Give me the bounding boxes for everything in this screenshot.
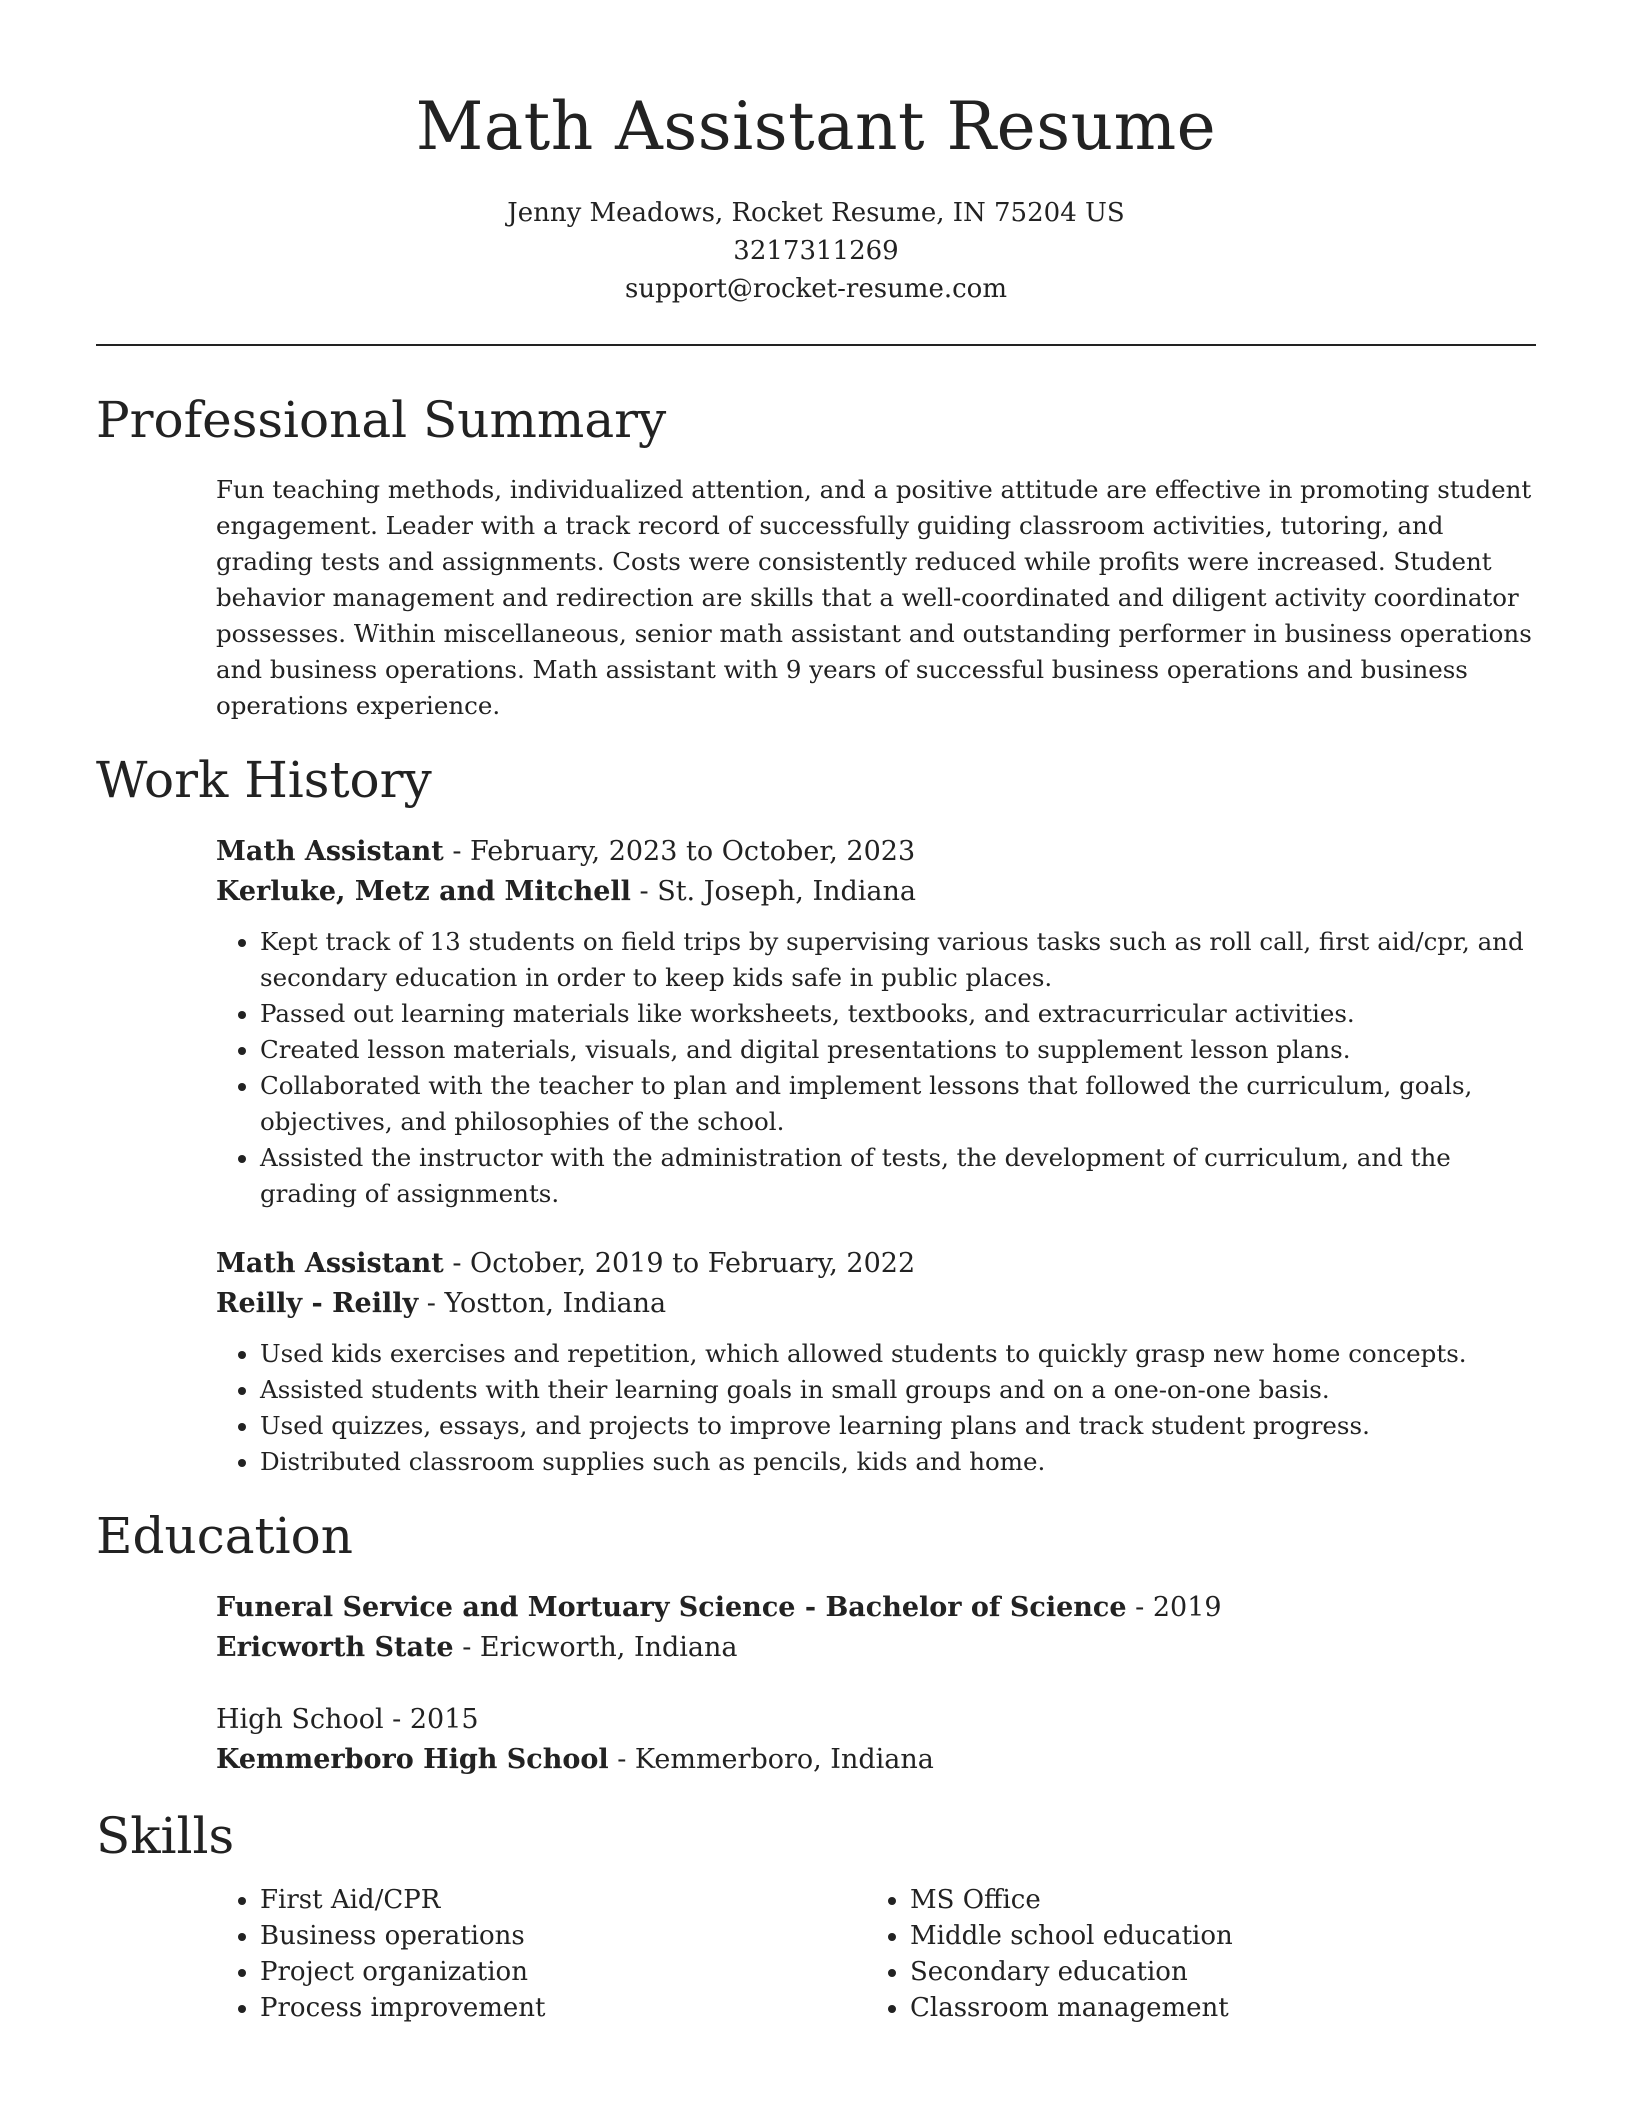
education-year: - 2019 <box>1126 1592 1222 1623</box>
job-bullet: • Created lesson materials, visuals, and digital presentations to supplement lesson plans. <box>260 1032 1536 1068</box>
skills-column-left <box>216 1882 866 2026</box>
education-section <box>96 1506 1536 1780</box>
education-school: Kemmerboro High School <box>216 1744 609 1775</box>
job-company-line <box>216 1284 1536 1324</box>
education-school-line <box>216 1740 1536 1780</box>
skills-grid <box>216 1882 1536 2026</box>
education-school-line <box>216 1628 1536 1668</box>
education-location: - Ericworth, Indiana <box>453 1632 738 1663</box>
section-heading: Professional Summary <box>96 391 667 449</box>
job-company-line <box>216 872 1536 912</box>
skill-item: • Process improvement <box>260 1990 866 2026</box>
skill-item: • Project organization <box>260 1954 866 1990</box>
header-divider <box>96 344 1536 346</box>
skill-item: • Secondary education <box>910 1954 1516 1990</box>
job-entry <box>216 832 1536 1212</box>
job-company: Reilly - Reilly <box>216 1288 419 1319</box>
job-title: Math Assistant <box>216 836 444 867</box>
job-bullet: • Passed out learning materials like worksheets, textbooks, and extracurricular activities. <box>260 996 1536 1032</box>
education-entry <box>216 1588 1536 1668</box>
contact-block <box>96 194 1536 308</box>
job-bullet: • Used kids exercises and repetition, which allowed students to quickly grasp new home concepts. <box>260 1336 1536 1372</box>
education-degree: High School <box>216 1704 384 1735</box>
education-entry <box>216 1700 1536 1780</box>
education-school: Ericworth State <box>216 1632 454 1663</box>
job-dates: - October, 2019 to February, 2022 <box>443 1248 916 1279</box>
education-year: - 2015 <box>383 1704 479 1735</box>
job-company: Kerluke, Metz and Mitchell <box>216 876 631 907</box>
section-heading: Work History <box>96 751 432 809</box>
work-history-section <box>96 750 1536 1480</box>
job-location: - St. Joseph, Indiana <box>630 876 917 907</box>
job-title-line <box>216 832 1536 872</box>
job-bullet: • Kept track of 13 students on field trips by supervising various tasks such as roll call, first aid/cpr, and secondary education in order to keep kids safe in public places. <box>260 924 1536 996</box>
job-bullet: • Assisted students with their learning goals in small groups and on a one-on-one basis. <box>260 1372 1536 1408</box>
job-bullet: • Used quizzes, essays, and projects to improve learning plans and track student progress. <box>260 1408 1536 1444</box>
education-degree: Funeral Service and Mortuary Science - Bachelor of Science <box>216 1592 1127 1623</box>
professional-summary-section <box>96 390 1536 724</box>
education-degree-line <box>216 1700 1536 1740</box>
skill-item: • Business operations <box>260 1918 866 1954</box>
contact-address: Jenny Meadows, Rocket Resume, IN 75204 US <box>507 198 1125 228</box>
resume-title: Math Assistant Resume <box>415 88 1217 165</box>
job-bullets <box>216 1336 1536 1480</box>
skills-section <box>96 1806 1536 2026</box>
skill-item: • First Aid/CPR <box>260 1882 866 1918</box>
contact-phone: 3217311269 <box>733 236 899 266</box>
job-location: - Yostton, Indiana <box>418 1288 667 1319</box>
education-location: - Kemmerboro, Indiana <box>608 1744 934 1775</box>
section-heading: Skills <box>96 1807 235 1865</box>
job-dates: - February, 2023 to October, 2023 <box>443 836 916 867</box>
education-degree-line <box>216 1588 1536 1628</box>
skill-item: • Classroom management <box>910 1990 1516 2026</box>
skill-item: • Middle school education <box>910 1918 1516 1954</box>
skills-column-right <box>866 1882 1516 2026</box>
job-bullet: • Distributed classroom supplies such as pencils, kids and home. <box>260 1444 1536 1480</box>
job-entry <box>216 1244 1536 1480</box>
job-bullets <box>216 924 1536 1212</box>
job-bullet: • Assisted the instructor with the administration of tests, the development of curriculum, and the grading of assignments. <box>260 1140 1536 1212</box>
job-title: Math Assistant <box>216 1248 444 1279</box>
job-title-line <box>216 1244 1536 1284</box>
job-bullet: • Collaborated with the teacher to plan and implement lessons that followed the curriculum, goals, objectives, and philosophies of the school. <box>260 1068 1536 1140</box>
contact-email: support@rocket-resume.com <box>624 274 1007 304</box>
skill-item: • MS Office <box>910 1882 1516 1918</box>
section-heading: Education <box>96 1507 353 1565</box>
summary-text: Fun teaching methods, individualized attention, and a positive attitude are effective in promoting student engagement. Leader with a track record of successfully guiding classroom activities, tutoring, and grading tests and assignments. Costs were consistently reduced while profits were increased. Student behavior management and redirection are skills that a well-coordinated and diligent activity coordinator possesses. Within miscellaneous, senior math assistant and outstanding performer in business operations and business operations. Math assistant with 9 years of successful business operations and business operations experience. <box>216 475 1532 720</box>
resume-header <box>96 0 1536 308</box>
resume-page <box>96 0 1536 2026</box>
